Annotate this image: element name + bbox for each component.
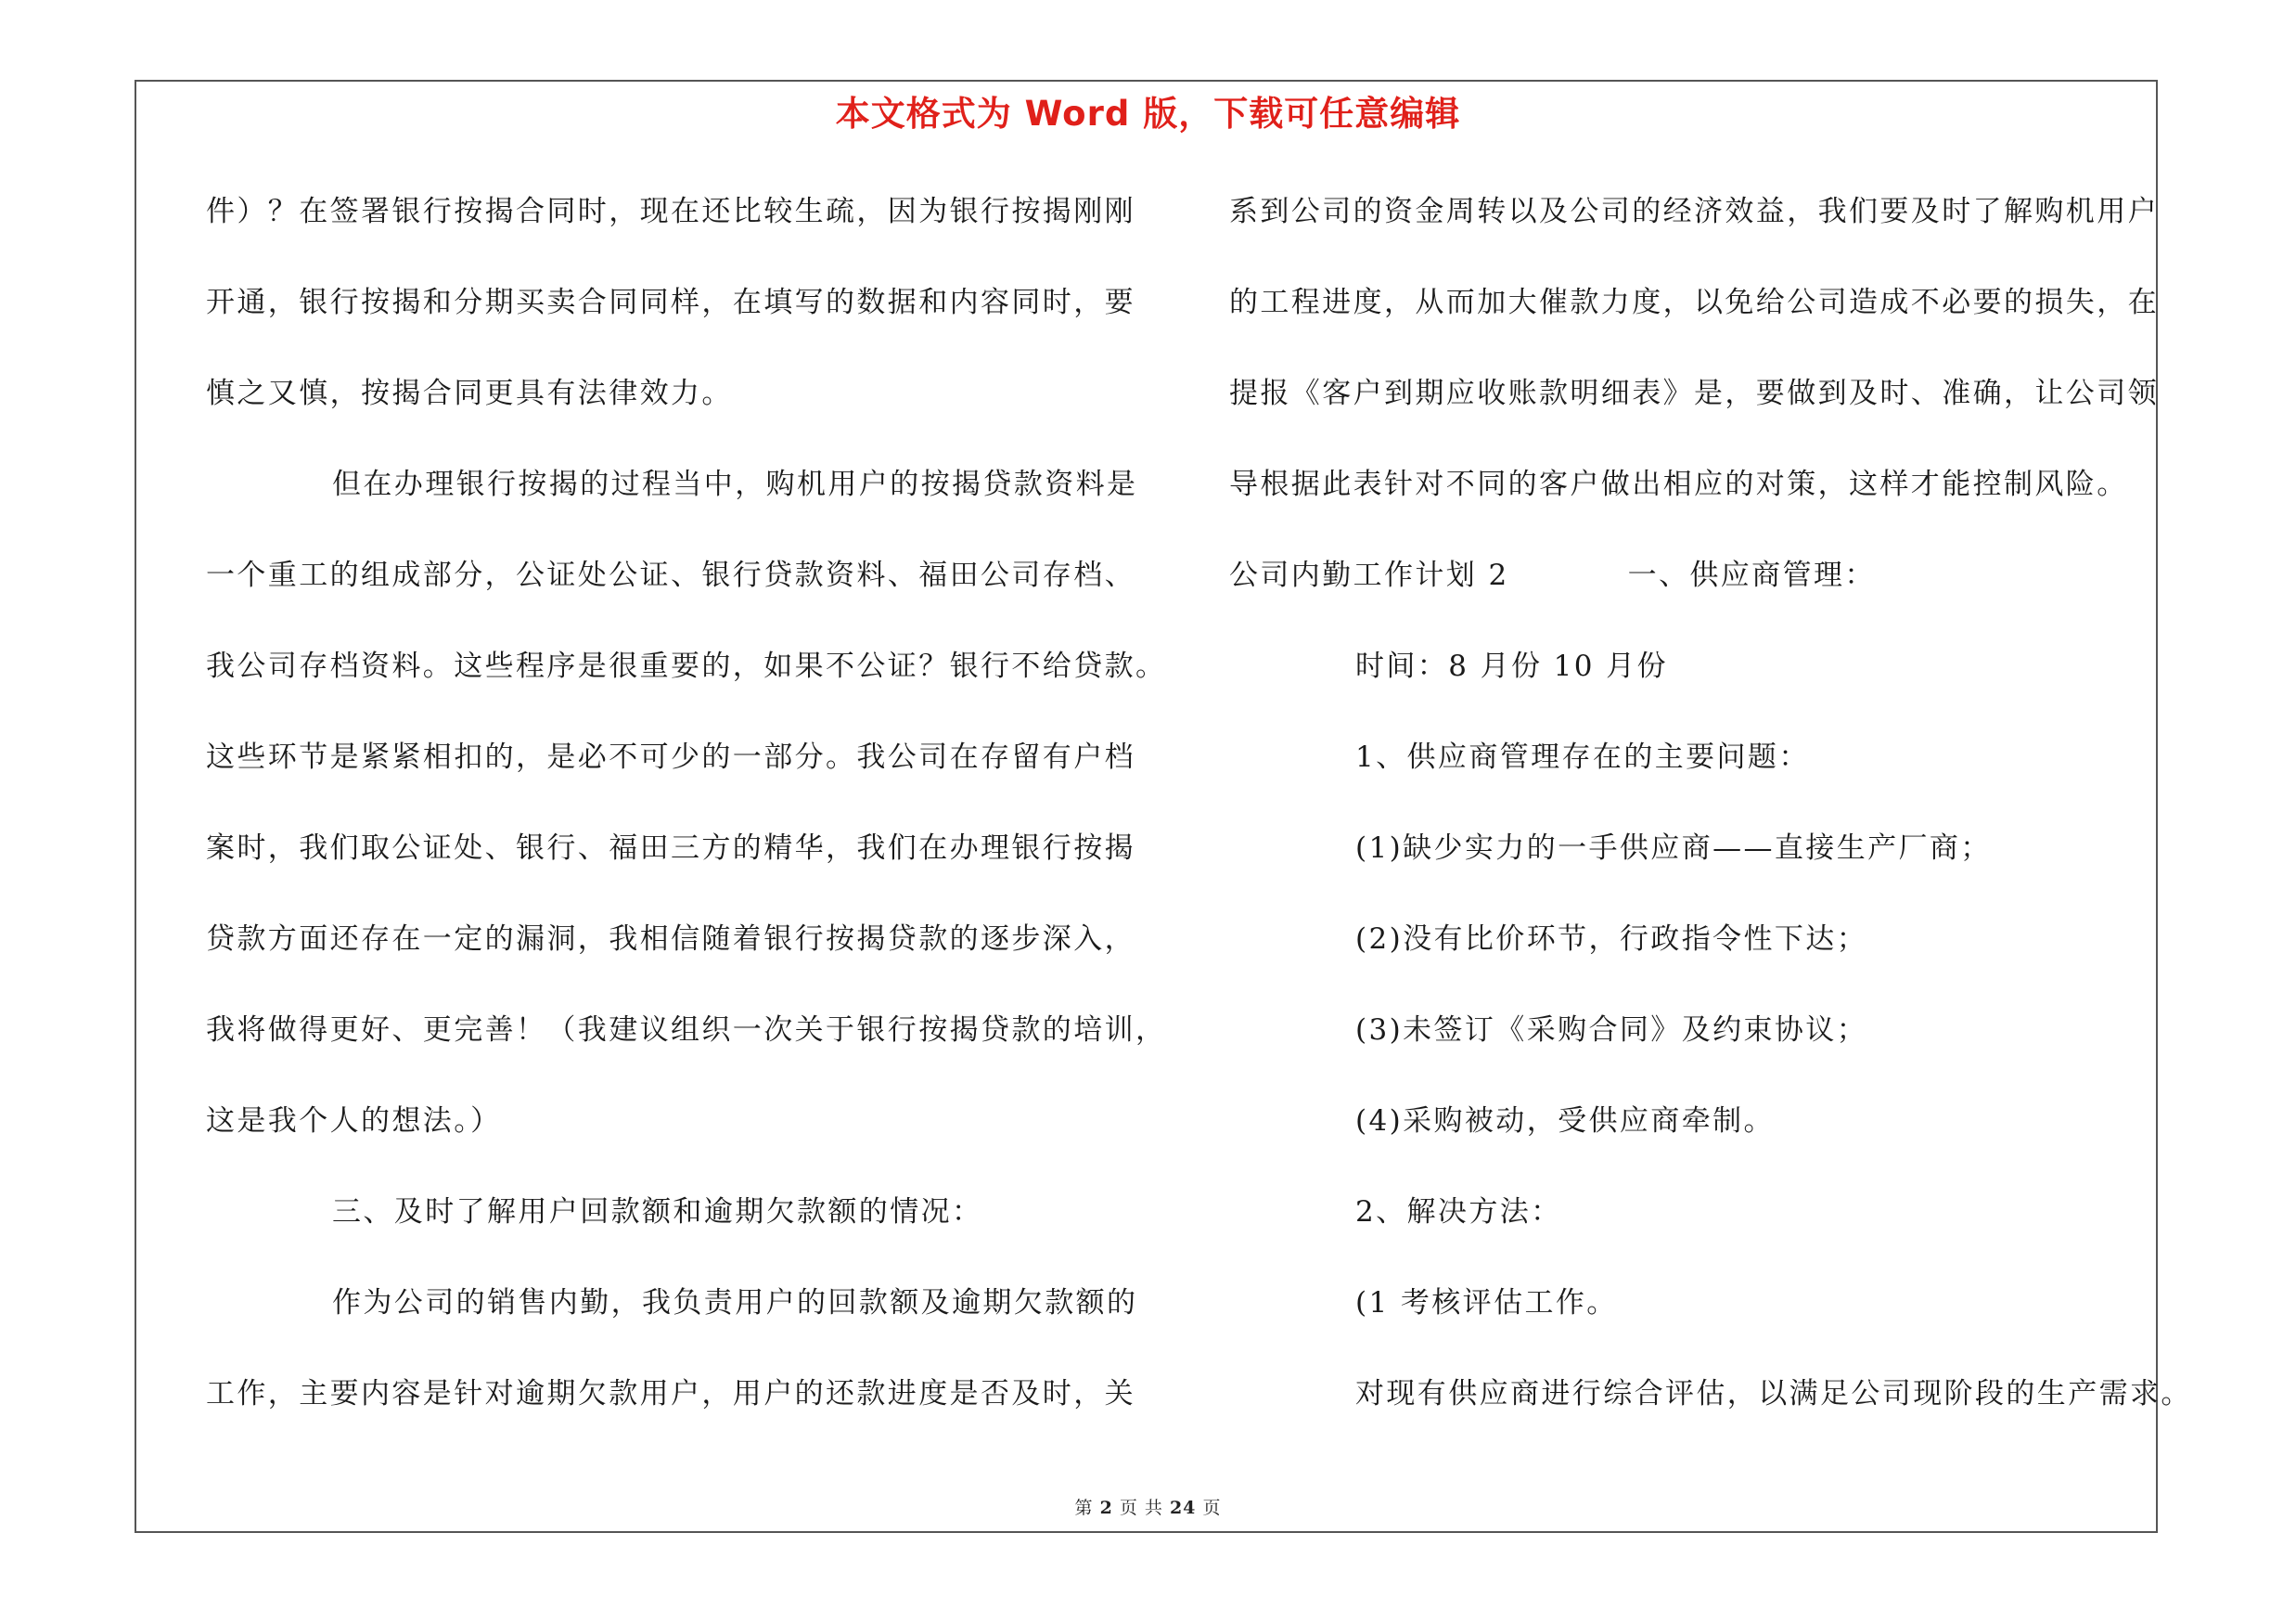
line-text: 作为公司的销售内勤，我负责用户的回款额及逾期欠款额的 xyxy=(332,1286,1138,1320)
section-heading: 一、供应商管理： xyxy=(1627,559,1876,592)
paragraph-line xyxy=(206,729,1152,820)
paragraph-line xyxy=(206,911,1152,1002)
line-text: 开通，银行按揭和分期买卖合同同样，在填写的数据和内容同时，要 xyxy=(206,286,1135,319)
paragraph-line xyxy=(206,366,1152,457)
footer-middle: 页 共 xyxy=(1119,1498,1163,1518)
line-text: (1)缺少实力的一手供应商——直接生产厂商； xyxy=(1355,831,1992,865)
list-item xyxy=(1229,1275,2157,1366)
line-text: 三、及时了解用户回款额和逾期欠款额的情况： xyxy=(332,1195,983,1229)
paragraph-line xyxy=(206,1002,1167,1093)
line-text: 工作，主要内容是针对逾期欠款用户，用户的还款进度是否及时，关 xyxy=(206,1377,1135,1410)
word-format-banner: 本文格式为 Word 版，下载可任意编辑 xyxy=(835,94,1461,134)
line-text: 这些环节是紧紧相扣的，是必不可少的一部分。我公司在存留有户档 xyxy=(206,741,1135,774)
line-text: 慎之又慎，按揭合同更具有法律效力。 xyxy=(206,377,733,410)
left-text-column xyxy=(206,184,1167,1457)
line-text: (4)采购被动，受供应商牵制。 xyxy=(1355,1104,1775,1138)
right-text-column xyxy=(1229,184,2192,1457)
line-text: 我公司存档资料。这些程序是很重要的，如果不公证？银行不给贷款。 xyxy=(206,650,1167,683)
line-text: 2、解决方法： xyxy=(1355,1195,1562,1229)
list-heading-line xyxy=(1229,1184,2157,1275)
paragraph-line xyxy=(1229,275,2157,366)
line-text: 的工程进度，从而加大催款力度，以免给公司造成不必要的损失，在 xyxy=(1229,286,2159,319)
line-text: 这是我个人的想法。） xyxy=(206,1104,502,1138)
list-item xyxy=(1229,820,2157,911)
line-text: 但在办理银行按揭的过程当中，购机用户的按揭贷款资料是 xyxy=(332,468,1138,501)
line-text: 时间：8 月份 10 月份 xyxy=(1355,650,1668,683)
paragraph-line xyxy=(206,275,1152,366)
current-page-number: 2 xyxy=(1099,1498,1113,1518)
paragraph-line xyxy=(1229,1366,2192,1457)
list-item xyxy=(1229,1093,2157,1184)
list-heading-line xyxy=(1229,729,2157,820)
line-text: 导根据此表针对不同的客户做出相应的对策，这样才能控制风险。 xyxy=(1229,468,2128,501)
line-text: (2)没有比价环节，行政指令性下达； xyxy=(1355,922,1868,956)
paragraph-line xyxy=(1229,638,2157,729)
line-text: 贷款方面还存在一定的漏洞，我相信随着银行按揭贷款的逐步深入， xyxy=(206,922,1135,956)
paragraph-line xyxy=(1229,366,2157,457)
paragraph-line xyxy=(206,547,1152,638)
line-text: 我将做得更好、更完善！（我建议组织一次关于银行按揭贷款的培训， xyxy=(206,1013,1167,1047)
paragraph-line xyxy=(1229,457,2157,547)
line-text: 提报《客户到期应收账款明细表》是，要做到及时、准确，让公司领 xyxy=(1229,377,2159,410)
list-item xyxy=(1229,1002,2157,1093)
paragraph-line xyxy=(206,1275,1152,1366)
footer-prefix: 第 xyxy=(1074,1498,1094,1518)
plan-title: 公司内勤工作计划 2 xyxy=(1229,559,1509,592)
paragraph-line xyxy=(206,638,1167,729)
list-item xyxy=(1229,911,2157,1002)
line-text: 一个重工的组成部分，公证处公证、银行贷款资料、福田公司存档、 xyxy=(206,559,1135,592)
paragraph-line xyxy=(206,1093,1152,1184)
total-page-count: 24 xyxy=(1169,1498,1197,1518)
footer-suffix: 页 xyxy=(1202,1498,1222,1518)
paragraph-line xyxy=(206,820,1152,911)
line-text: (1 考核评估工作。 xyxy=(1355,1286,1618,1320)
line-text: 案时，我们取公证处、银行、福田三方的精华，我们在办理银行按揭 xyxy=(206,831,1135,865)
paragraph-line xyxy=(1229,184,2157,275)
line-text: 1、供应商管理存在的主要问题： xyxy=(1355,741,1810,774)
line-text: 件）？在签署银行按揭合同时，现在还比较生疏，因为银行按揭刚刚 xyxy=(206,195,1135,228)
paragraph-line xyxy=(206,1366,1152,1457)
line-text: 系到公司的资金周转以及公司的经济效益，我们要及时了解购机用户 xyxy=(1229,195,2159,228)
line-text: 对现有供应商进行综合评估，以满足公司现阶段的生产需求。 xyxy=(1355,1377,2192,1410)
page-number-footer xyxy=(0,1494,2296,1519)
section-heading-line xyxy=(206,1184,1152,1275)
paragraph-line xyxy=(206,457,1152,547)
paragraph-line xyxy=(206,184,1152,275)
line-text: (3)未签订《采购合同》及约束协议； xyxy=(1355,1013,1868,1047)
plan-title-line xyxy=(1229,547,2157,638)
